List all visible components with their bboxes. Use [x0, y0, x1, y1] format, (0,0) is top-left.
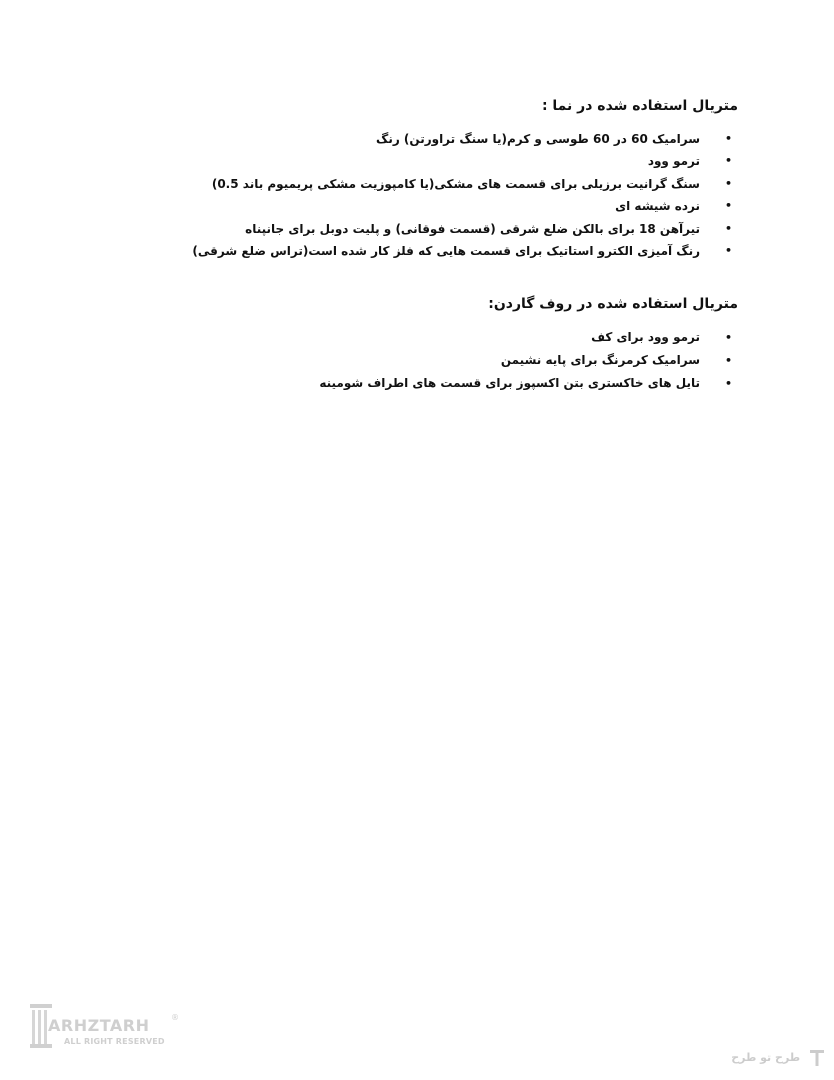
list-item-text: سرامیک 60 در 60 طوسی و کرم(یا سنگ تراورتن) رنگ [376, 132, 700, 146]
list-item [178, 240, 738, 262]
list-item [178, 326, 738, 349]
list-item-text: رنگ آمیزی الکترو استاتیک برای قسمت هایی که فلز کار شده است(تراس ضلع شرقی) [192, 244, 700, 259]
list-item [178, 128, 738, 150]
bullet-icon: • [724, 176, 732, 190]
list-item-text: تایل های خاکستری بتن اکسپوز برای قسمت های اطراف شومینه [319, 376, 700, 390]
material-list [178, 326, 738, 395]
list-item [178, 218, 738, 240]
list-item-text: نرده شیشه ای [615, 199, 700, 214]
brand-name: ARHZTARH [48, 1016, 150, 1035]
bullet-icon: • [724, 154, 732, 168]
bullet-icon: • [724, 199, 732, 213]
list-item [178, 349, 738, 372]
list-item [178, 372, 738, 395]
bullet-icon: • [724, 354, 732, 367]
list-item [178, 173, 738, 195]
registered-mark: ® [171, 1013, 179, 1022]
bullet-icon: • [724, 377, 732, 390]
list-item [178, 195, 738, 217]
list-item-text: سرامیک کرمرنگ برای پایه نشیمن [500, 353, 700, 367]
roof-garden-materials-section [178, 292, 738, 395]
list-item-text: ترمو وود [647, 154, 700, 169]
bullet-icon: • [724, 331, 732, 344]
list-item-text: سنگ گرانیت برزیلی برای قسمت های مشکی(یا کامپوزیت مشکی پریمیوم باند 0.5) [211, 176, 700, 191]
list-item-text: ترمو وود برای کف [591, 330, 700, 344]
brand-subtitle: ALL RIGHT RESERVED [64, 1037, 165, 1046]
list-item [178, 150, 738, 172]
bullet-icon: • [724, 221, 732, 235]
facade-materials-section [178, 94, 738, 262]
section-heading: متریال استفاده شده در نما : [541, 98, 738, 114]
tarh-to-tarh-watermark [731, 1050, 824, 1070]
watermark-text: طرح تو طرح [731, 1051, 801, 1064]
t-logo-icon [810, 1050, 824, 1066]
material-list [178, 128, 738, 262]
section-heading: متریال استفاده شده در روف گاردن: [488, 296, 738, 312]
bullet-icon: • [724, 132, 732, 145]
tarhztarh-watermark [30, 1000, 190, 1056]
bullet-icon: • [724, 244, 732, 258]
list-item-text: تیرآهن 18 برای بالکن ضلع شرقی (قسمت فوقانی) و پلیت دوبل برای جانپناه [245, 221, 700, 236]
